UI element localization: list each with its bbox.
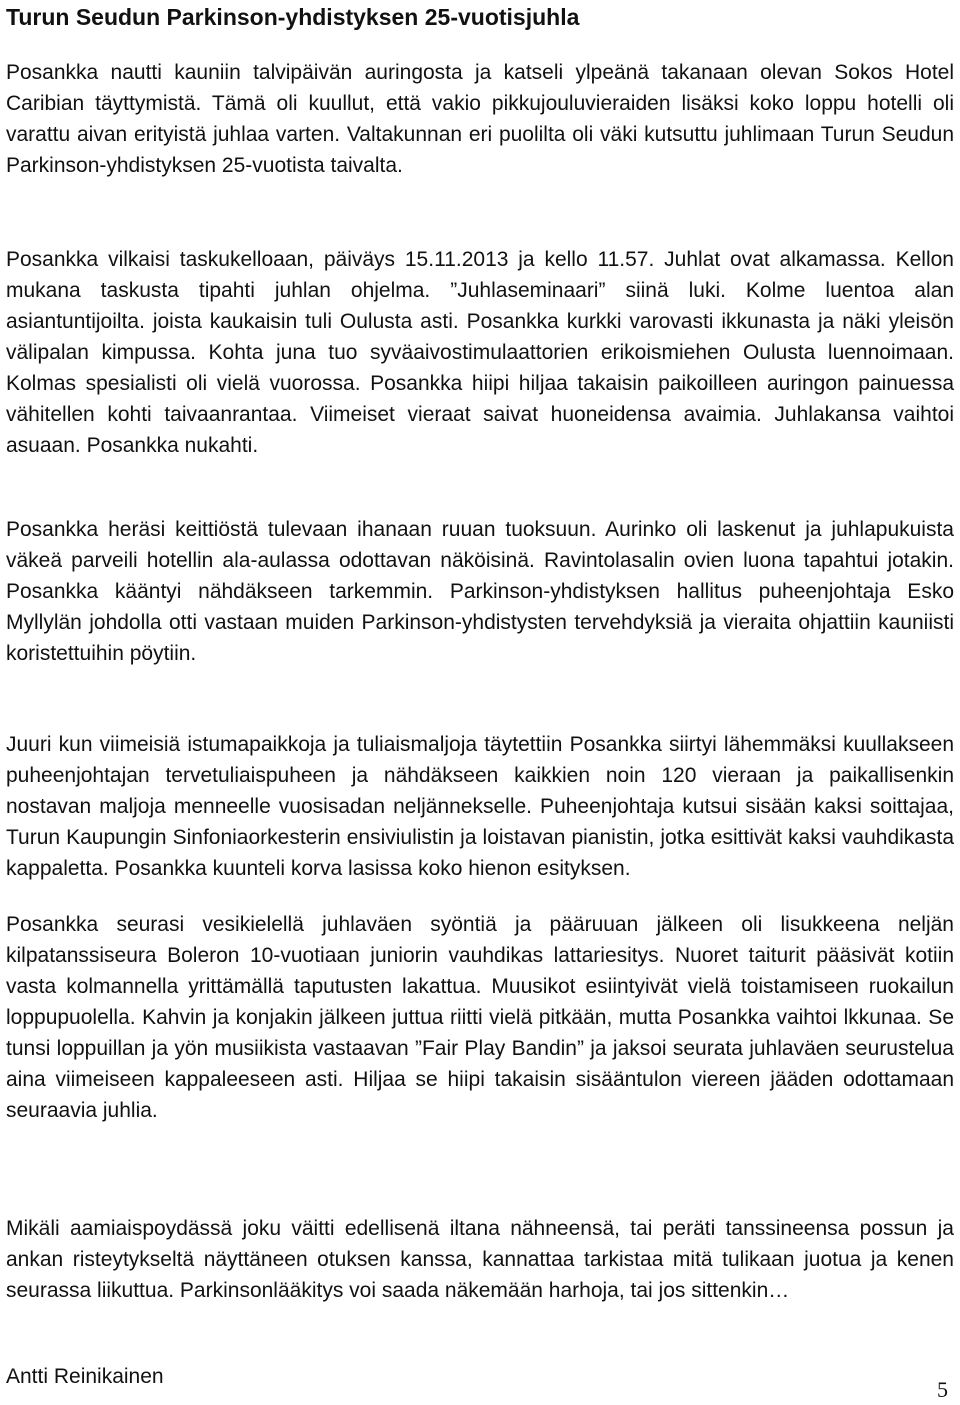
author-signature: Antti Reinikainen	[6, 1365, 164, 1388]
paragraph-seminar: Posankka vilkaisi taskukelloaan, päiväys 15.11.2013 ja kello 11.57. Juhlat ovat alkamassa. Kellon mukana taskusta tipahti juhlan ohjelma. ”Juhlaseminaari” siinä luki. Kolme luentoa alan asiantuntijoilta. joista kaukaisin tuli Oulusta asti. Posankka kurkki varovasti ikkunasta ja näki yleisön välipalan kimpussa. Kohta juna tuo syväaivostimulaattorien erikoismiehen Oulusta luennoimaan. Kolmas spesialisti oli vielä vuorossa. Posankka hiipi hiljaa takaisin paikoilleen auringon painuessa vähitellen kohti taivaanrantaa. Viimeiset vieraat saivat huoneidensa avaimia. Juhlakansa vaihtoi asuaan. Posankka nukahti.	[6, 248, 954, 457]
paragraph-speech: Juuri kun viimeisiä istumapaikkoja ja tuliaismaljoja täytettiin Posankka siirtyi lähemmäksi kuullakseen puheenjohtajan tervetuliaispuheen ja nähdäkseen kaikkien noin 120 vieraan ja paikallisenkin nostavan maljoja menneelle vuosisadan neljännekselle. Puheenjohtaja kutsui sisään kaksi soittajaa, Turun Kaupungin Sinfoniaorkesterin ensiviulistin ja loistavan pianistin, jotka esittivät kaksi vauhdikasta kappaletta. Posankka kuunteli korva lasissa koko hienon esityksen.	[6, 733, 954, 880]
paragraph-evening: Posankka heräsi keittiöstä tulevaan ihanaan ruuan tuoksuun. Aurinko oli laskenut ja juhlapukuista väkeä parveili hotellin ala-aulassa odottavan näköisinä. Ravintolasalin ovien luona tapahtui jotakin. Posankka kääntyi nähdäkseen tarkemmin. Parkinson-yhdistyksen hallitus puheenjohtaja Esko Myllylän johdolla otti vastaan muiden Parkinson-yhdistysten tervehdyksiä ja vieraita ohjattiin kauniisti koristettuihin pöytiin.	[6, 518, 954, 665]
paragraph-closing: Mikäli aamiaispoydässä joku väitti edellisenä iltana nähneensä, tai peräti tanssineensa possun ja ankan risteytykseltä näyttäneen otuksen kanssa, kannattaa tarkistaa mitä tulikaan juotua ja kenen seurassa liikuttua. Parkinsonlääkitys voi saada näkemään harhoja, tai jos sittenkin…	[6, 1217, 954, 1302]
paragraph-intro: Posankka nautti kauniin talvipäivän auringosta ja katseli ylpeänä takanaan olevan Sokos Hotel Caribian täyttymistä. Tämä oli kuullut, että vakio pikkujouluvieraiden lisäksi koko loppu hotelli oli varattu aivan erityistä juhlaa varten. Valtakunnan eri puolilta oli väki kutsuttu juhlimaan Turun Seudun Parkinson-yhdistyksen 25-vuotista taivalta.	[6, 61, 954, 177]
page-number: 5	[937, 1377, 948, 1402]
page-title: Turun Seudun Parkinson-yhdistyksen 25-vuotisjuhla	[6, 4, 580, 30]
paragraph-dinner: Posankka seurasi vesikielellä juhlaväen syöntiä ja pääruuan jälkeen oli lisukkeena neljän kilpatanssiseura Boleron 10-vuotiaan juniorin vauhdikas lattariesitys. Nuoret taiturit pääsivät kotiin vasta kolmannella yrittämällä taputusten lakattua. Muusikot esiintyivät vielä toistamiseen ruokailun loppupuolella. Kahvin ja konjakin jälkeen juttua riitti vielä pitkään, mutta Posankka vaihtoi lkkunaa. Se tunsi loppuillan ja yön musiikista vastaavan ”Fair Play Bandin” ja jaksoi seurata juhlaväen seurustelua aina viimeiseen kappaleeseen asti. Hiljaa se hiipi takaisin sisääntulon viereen jääden odottamaan seuraavia juhlia.	[6, 913, 954, 1122]
